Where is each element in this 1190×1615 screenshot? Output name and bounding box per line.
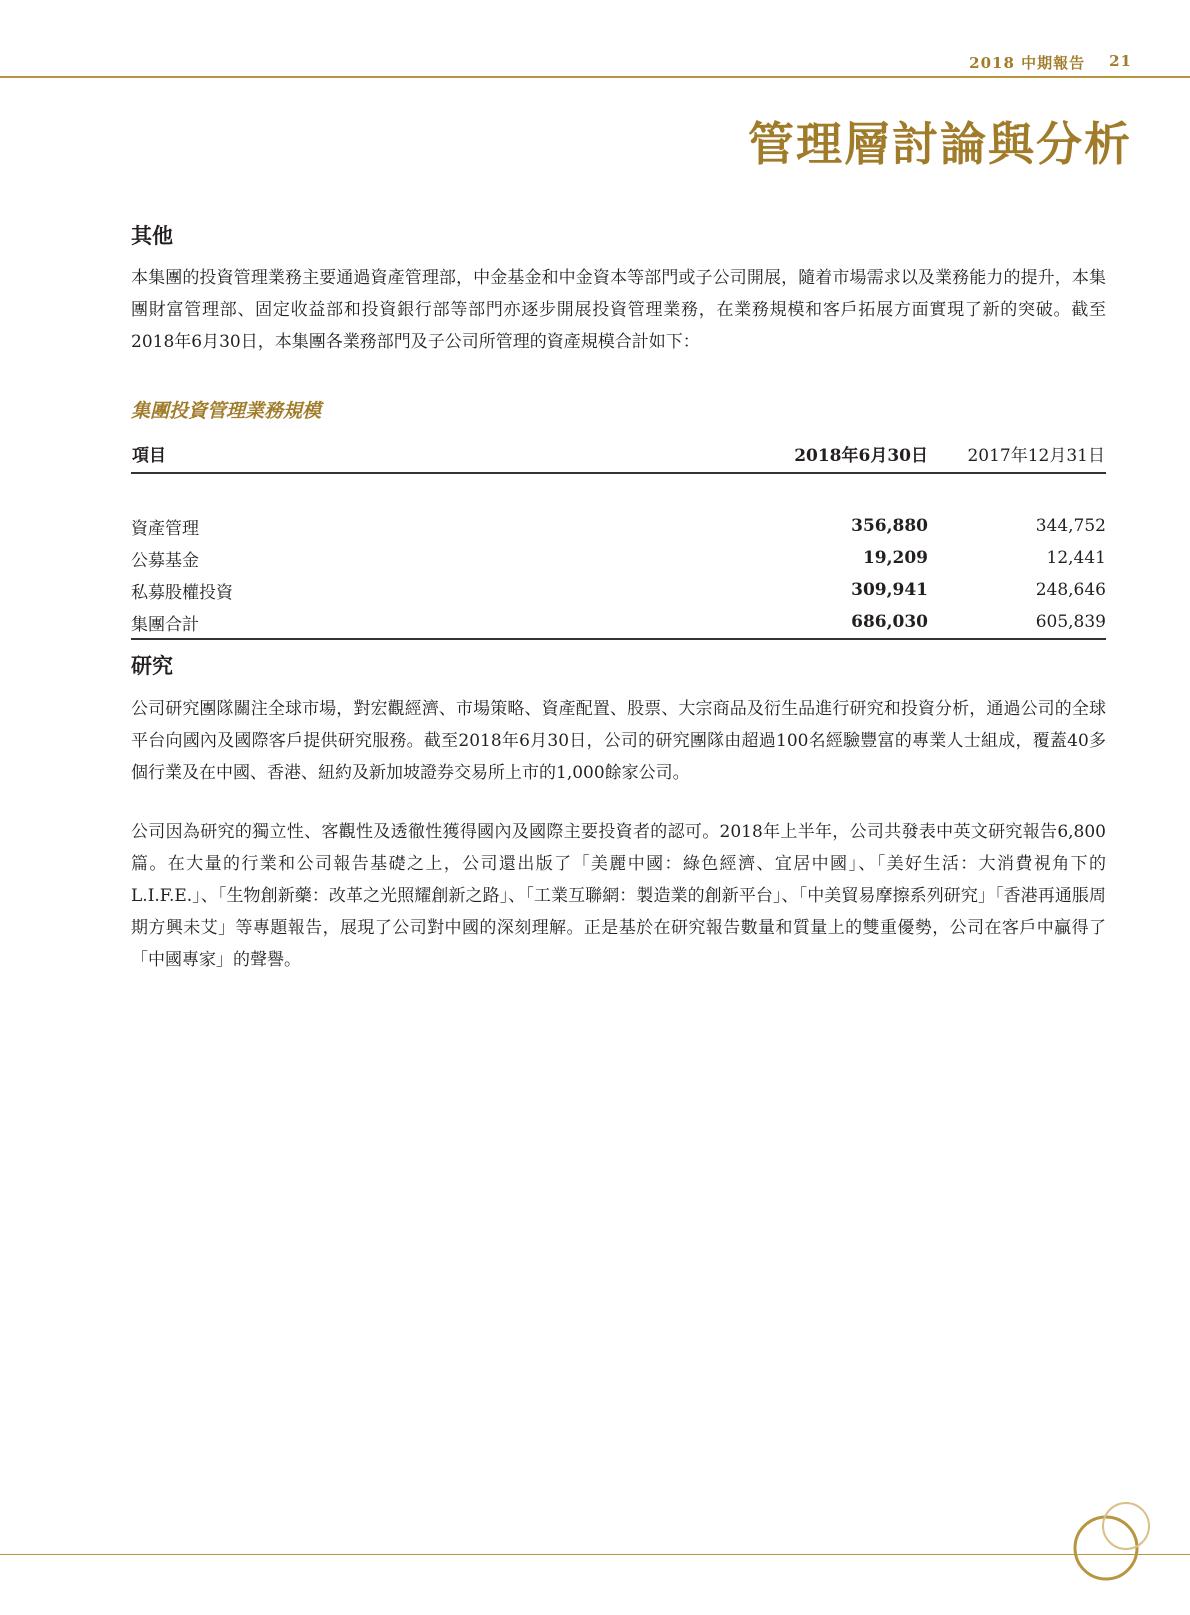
- row-current-value: 19,209: [862, 548, 928, 568]
- table-spacer: [131, 473, 1106, 510]
- footer-divider: [0, 1554, 1190, 1555]
- ring-logo-icon: [1060, 1498, 1160, 1598]
- page-header: [969, 52, 1132, 73]
- table-row: [131, 574, 1106, 606]
- row-label: 資產管理: [131, 518, 199, 539]
- row-current-value: 356,880: [851, 516, 928, 536]
- row-current-value: 686,030: [758, 606, 936, 639]
- row-previous-value: 248,646: [1035, 580, 1106, 600]
- header-previous: 2017年12月31日: [936, 440, 1106, 473]
- report-title: 2018 中期報告: [969, 54, 1086, 72]
- paragraph-research-1: 公司研究團隊關注全球市場，對宏觀經濟、市場策略、資產配置、股票、大宗商品及衍生品進行研究和投資分析，通過公司的全球平台向國內及國際客戶提供研究服務。截至2018年6月30日，公司的研究團隊由超過100名經驗豐富的專業人士組成，覆蓋40多個行業及在中國、香港、紐約及新加坡證券交易所上市的1,000餘家公司。: [131, 699, 1106, 783]
- section-heading-research: 研究: [131, 653, 173, 678]
- row-label: 集團合計: [131, 606, 758, 639]
- page-number: 21: [1109, 52, 1132, 70]
- table-header-row: [131, 440, 1106, 473]
- row-label: 私募股權投資: [131, 582, 233, 603]
- aum-table: [131, 440, 1106, 640]
- table-total-row: [131, 606, 1106, 639]
- page-title: 管理層討論與分析: [748, 117, 1132, 171]
- row-previous-value: 344,752: [1035, 516, 1106, 536]
- row-previous-value: 605,839: [936, 606, 1106, 639]
- table-row: [131, 542, 1106, 574]
- table-caption: 集團投資管理業務規模: [131, 400, 322, 422]
- section-heading-other: 其他: [131, 223, 173, 248]
- header-current: 2018年6月30日: [758, 440, 936, 473]
- row-previous-value: 12,441: [1046, 548, 1106, 568]
- paragraph-other: 本集團的投資管理業務主要通過資產管理部，中金基金和中金資本等部門或子公司開展，隨着市場需求以及業務能力的提升，本集團財富管理部、固定收益部和投資銀行部等部門亦逐步開展投資管理業務，在業務規模和客戶拓展方面實現了新的突破。截至2018年6月30日，本集團各業務部門及子公司所管理的資產規模合計如下：: [131, 268, 1106, 352]
- row-current-value: 309,941: [851, 580, 928, 600]
- table-row: [131, 510, 1106, 542]
- row-label: 公募基金: [131, 550, 199, 571]
- paragraph-research-2: 公司因為研究的獨立性、客觀性及透徹性獲得國內及國際主要投資者的認可。2018年上半年，公司共發表中英文研究報告6,800篇。在大量的行業和公司報告基礎之上，公司還出版了「美麗中國：綠色經濟、宜居中國」、「美好生活：大消費視角下的L.I.F.E.」、「生物創新藥：改革之光照耀創新之路」、「工業互聯網：製造業的創新平台」、「中美貿易摩擦系列研究」「香港再通脹周期方興未艾」等專題報告，展現了公司對中國的深刻理解。正是基於在研究報告數量和質量上的雙重優勢，公司在客戶中贏得了「中國專家」的聲譽。: [131, 822, 1106, 970]
- header-divider: [0, 76, 1190, 78]
- header-item: 項目: [131, 440, 758, 473]
